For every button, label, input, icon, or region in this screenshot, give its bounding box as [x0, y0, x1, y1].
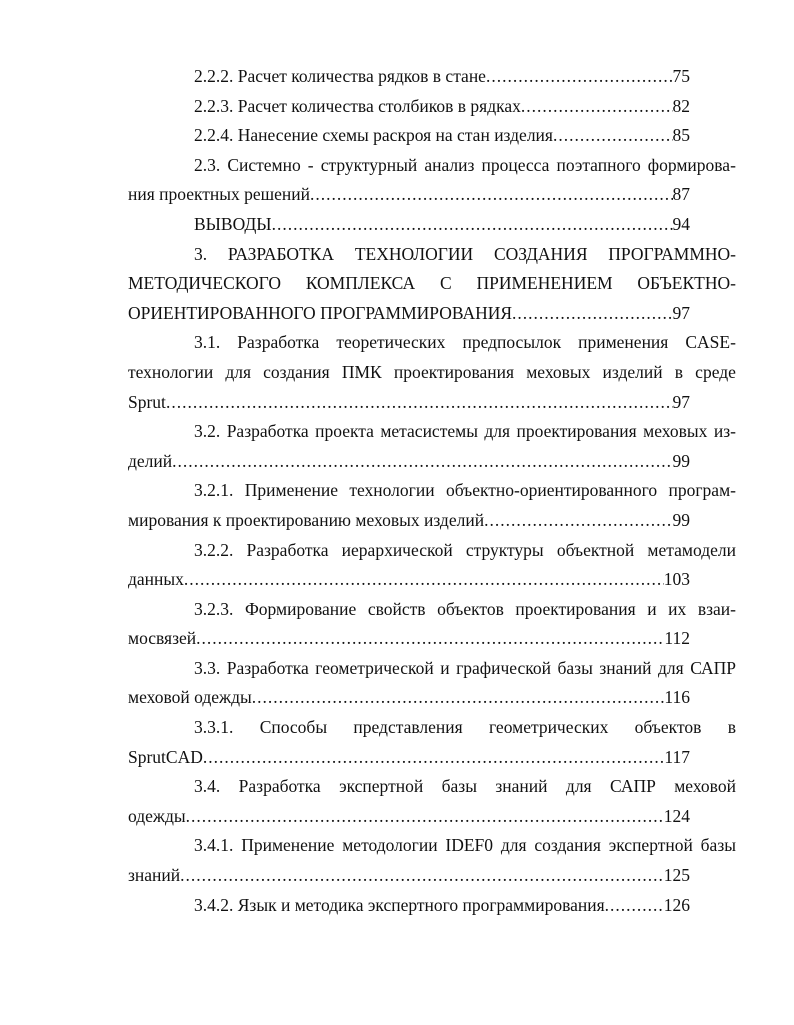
toc-line	[128, 476, 736, 506]
toc-line	[128, 654, 736, 684]
toc-title: 2.2.2. Расчет количества рядков в стане	[194, 66, 486, 86]
toc-title: 2.2.4. Нанесение схемы раскроя на стан изделия	[194, 125, 553, 146]
toc-entry-3-4	[128, 772, 736, 831]
leader-dots	[512, 299, 672, 329]
toc-word: Разработка	[237, 332, 320, 353]
toc-word: применения	[578, 332, 669, 353]
toc-word: IDEF0	[445, 835, 494, 856]
toc-title-end: меховой одежды	[128, 687, 252, 708]
toc-word: свойств	[367, 598, 426, 619]
toc-word: ПРИМЕНЕНИЕМ	[476, 273, 613, 294]
toc-word: технологии	[128, 361, 214, 382]
toc-word: 3.2.2.	[194, 539, 234, 560]
toc-line	[128, 62, 690, 92]
toc-entry-3-2-3	[128, 595, 736, 654]
toc-word: Системно	[227, 154, 301, 175]
toc-line	[128, 180, 690, 210]
toc-line	[128, 328, 736, 358]
leader-dots	[310, 180, 672, 210]
toc-entry-2-3	[128, 151, 736, 210]
toc-entry-3-1	[128, 328, 736, 417]
toc-title-end: мосвязей	[128, 628, 197, 649]
toc-word: изделий	[602, 361, 663, 382]
toc-word: 3.2.	[194, 421, 221, 442]
toc-title-end: ОРИЕНТИРОВАННОГО ПРОГРАММИРОВАНИЯ	[128, 302, 513, 323]
toc-line	[128, 861, 690, 891]
toc-word: метамодели	[647, 539, 736, 560]
toc-line	[128, 210, 690, 240]
toc-word: CASE-	[685, 332, 736, 353]
toc-word: предпосылок	[462, 332, 562, 353]
leader-dots	[486, 62, 673, 92]
toc-line	[128, 772, 736, 802]
toc-word: меховых	[526, 361, 591, 382]
toc-title-end: делий	[128, 450, 173, 471]
toc-word: структурный	[320, 154, 418, 175]
toc-word: 2.3.	[194, 154, 221, 175]
toc-word: 3.1.	[194, 332, 221, 353]
toc-title-end: мирования к проектированию меховых изделий	[128, 509, 485, 530]
toc-word: меховой	[674, 776, 736, 797]
toc-line	[128, 299, 690, 329]
toc-word: в	[727, 717, 736, 738]
toc-entry-conclusions	[128, 210, 736, 240]
toc-word: проекта	[315, 421, 374, 442]
toc-word: ТЕХНОЛОГИИ	[354, 243, 474, 264]
toc-word: 3.3.1.	[194, 717, 234, 738]
toc-word: для	[565, 776, 592, 797]
toc-word: объектов	[437, 598, 504, 619]
toc-line	[128, 151, 736, 181]
toc-word: проектирования	[515, 598, 636, 619]
toc-entry-3-2	[128, 417, 736, 476]
toc-entry-2-2-2	[128, 62, 736, 92]
toc-word: Способы	[259, 717, 328, 738]
toc-word: в	[674, 361, 684, 382]
toc-word: -	[307, 154, 314, 175]
toc-title-end: SprutCAD	[128, 746, 203, 767]
toc-word: графической	[456, 657, 551, 678]
toc-word: базы	[441, 776, 477, 797]
toc-word: РАЗРАБОТКА	[227, 243, 335, 264]
toc-page-number: 87	[672, 184, 690, 205]
toc-page-number: 97	[672, 302, 690, 323]
toc-word: 3.	[194, 243, 208, 264]
toc-word: САПР	[690, 657, 736, 678]
toc-word: иерархической	[341, 539, 453, 560]
toc-title-end: одежды	[128, 805, 186, 826]
toc-page-number: 82	[672, 95, 690, 116]
toc-line	[128, 743, 690, 773]
toc-word: представления	[353, 717, 463, 738]
leader-dots	[172, 447, 672, 477]
toc-word: объектной	[556, 539, 635, 560]
toc-word: МЕТОДИЧЕСКОГО	[128, 273, 281, 294]
toc-page-number: 99	[672, 450, 690, 471]
toc-word: проектирования	[516, 421, 637, 442]
leader-dots	[252, 683, 665, 713]
leader-dots	[166, 388, 673, 418]
toc-word: С	[439, 273, 452, 294]
toc-word: для	[658, 657, 684, 678]
toc-word: базы	[700, 835, 736, 856]
toc-word: экспертной	[608, 835, 693, 856]
leader-dots	[521, 92, 673, 122]
toc-title-end: знаний	[128, 865, 181, 886]
toc-word: для	[225, 361, 252, 382]
toc-line	[128, 802, 690, 832]
leader-dots	[186, 802, 664, 832]
toc-word: Применение	[241, 835, 335, 856]
toc-word: структуры	[465, 539, 544, 560]
toc-page-number: 99	[672, 509, 690, 530]
toc-word: КОМПЛЕКСА	[305, 273, 416, 294]
toc-word: создания	[534, 835, 601, 856]
toc-entry-3-3-1	[128, 713, 736, 772]
toc-word: среде	[695, 361, 736, 382]
toc-page-number: 124	[663, 805, 690, 826]
leader-dots	[184, 565, 664, 595]
toc-word: анализ	[424, 154, 475, 175]
table-of-contents	[128, 62, 736, 920]
toc-word: Разработка	[246, 539, 329, 560]
toc-word: геометрической	[315, 657, 434, 678]
toc-line	[128, 417, 736, 447]
toc-word: проектирования	[393, 361, 515, 382]
toc-word: теоретических	[336, 332, 446, 353]
toc-word: 3.2.1.	[194, 480, 234, 501]
toc-word: технологии	[349, 480, 435, 501]
toc-entry-3-4-1	[128, 831, 736, 890]
toc-page-number: 117	[664, 746, 690, 767]
toc-entry-3-4-2	[128, 891, 736, 921]
toc-word: геометрических	[488, 717, 609, 738]
toc-entry-3-2-1	[128, 476, 736, 535]
toc-word: меховых	[643, 421, 708, 442]
toc-word: методологии	[342, 835, 438, 856]
toc-title-end: ния проектных решений	[128, 184, 311, 205]
toc-word: из-	[713, 421, 736, 442]
toc-line	[128, 683, 690, 713]
toc-word: 3.3.	[194, 657, 221, 678]
leader-dots	[203, 743, 665, 773]
toc-title: 2.2.3. Расчет количества столбиков в рядках	[194, 95, 521, 116]
toc-word: СОЗДАНИЯ	[493, 243, 588, 264]
toc-word: Разработка	[226, 657, 309, 678]
toc-line	[128, 358, 736, 388]
toc-entry-3-2-2	[128, 536, 736, 595]
toc-word: Применение	[244, 480, 338, 501]
toc-line	[128, 506, 690, 536]
toc-word: ПРОГРАММНО-	[608, 243, 736, 264]
toc-line	[128, 447, 690, 477]
toc-page-number: 112	[664, 628, 690, 649]
leader-dots	[553, 121, 673, 151]
toc-word: базы	[557, 657, 593, 678]
toc-word: для	[500, 835, 527, 856]
leader-dots	[272, 210, 673, 240]
toc-entry-2-2-4	[128, 121, 736, 151]
toc-word: 3.4.1.	[194, 835, 234, 856]
toc-line	[128, 624, 690, 654]
toc-word: знаний	[495, 776, 548, 797]
toc-page-number: 94	[672, 213, 690, 234]
toc-line	[128, 269, 736, 299]
toc-line	[128, 121, 690, 151]
toc-entry-3	[128, 240, 736, 329]
toc-word: взаи-	[697, 598, 736, 619]
toc-page-number: 116	[664, 687, 690, 708]
toc-line	[128, 831, 736, 861]
toc-line	[128, 713, 736, 743]
toc-word: объектно-ориентированного	[445, 480, 658, 501]
toc-page-number: 85	[672, 125, 690, 146]
toc-entry-3-3	[128, 654, 736, 713]
toc-title: ВЫВОДЫ	[194, 213, 272, 234]
toc-word: экспертной	[339, 776, 424, 797]
toc-word: САПР	[610, 776, 656, 797]
toc-word: их	[668, 598, 687, 619]
leader-dots	[180, 861, 664, 891]
toc-word: Разработка	[238, 776, 321, 797]
leader-dots	[605, 891, 664, 921]
toc-word: 3.2.3.	[194, 598, 234, 619]
toc-word: поэтапного	[556, 154, 641, 175]
toc-page-number: 75	[672, 66, 690, 86]
toc-word: ОБЪЕКТНО-	[637, 273, 736, 294]
toc-page-number: 103	[663, 569, 690, 590]
toc-word: объектов	[634, 717, 702, 738]
toc-title-end: данных	[128, 569, 184, 590]
toc-word: и	[440, 657, 450, 678]
toc-page-number: 125	[663, 865, 690, 886]
toc-line	[128, 565, 690, 595]
toc-entry-2-2-3	[128, 92, 736, 122]
toc-page-number: 126	[663, 894, 690, 915]
toc-word: процесса	[481, 154, 550, 175]
toc-title-end: Sprut	[128, 391, 166, 412]
leader-dots	[196, 624, 664, 654]
toc-line	[128, 536, 736, 566]
toc-word: создания	[263, 361, 330, 382]
toc-line	[128, 240, 736, 270]
leader-dots	[484, 506, 672, 536]
toc-word: 3.4.	[194, 776, 221, 797]
toc-line	[128, 891, 690, 921]
toc-word: Формирование	[244, 598, 357, 619]
toc-word: Разработка	[226, 421, 309, 442]
toc-line	[128, 595, 736, 625]
toc-word: знаний	[599, 657, 652, 678]
toc-word: и	[647, 598, 657, 619]
toc-word: метасистемы	[380, 421, 478, 442]
toc-page-number: 97	[672, 391, 690, 412]
toc-title: 3.4.2. Язык и методика экспертного программирования	[194, 894, 605, 915]
toc-word: формирова-	[647, 154, 736, 175]
toc-line	[128, 388, 690, 418]
toc-word: для	[484, 421, 511, 442]
toc-word: ПМК	[341, 361, 382, 382]
toc-line	[128, 92, 690, 122]
toc-word: програм-	[668, 480, 736, 501]
